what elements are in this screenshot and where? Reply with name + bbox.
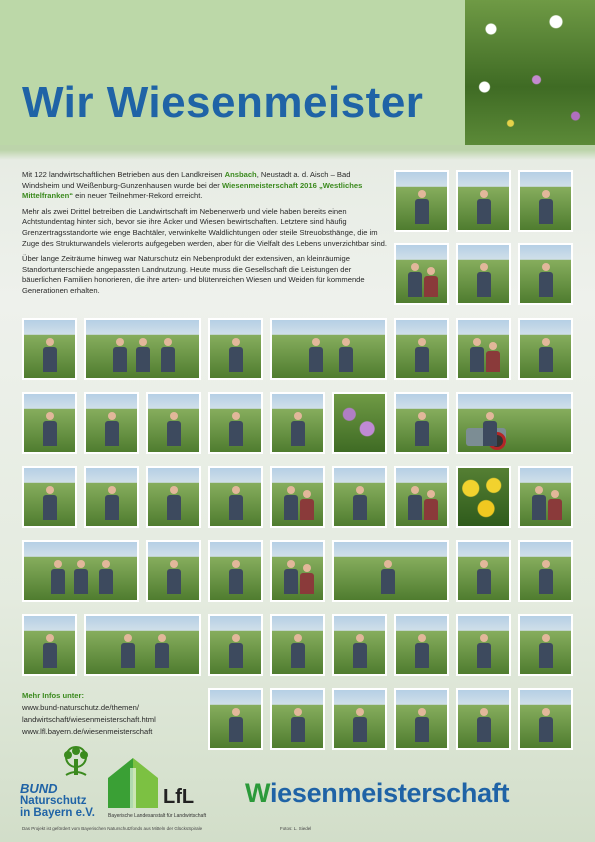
flower-photo xyxy=(456,466,511,528)
farmer-photo xyxy=(394,318,449,380)
farmer-photo xyxy=(84,392,139,454)
farmer-photo xyxy=(456,170,511,232)
bund-link[interactable]: www.bund-naturschutz.de/themen/ xyxy=(22,703,139,712)
farmer-photo xyxy=(208,466,263,528)
farmer-photo xyxy=(456,614,511,676)
tree-icon xyxy=(58,745,94,781)
photo-credit: Fotos: L. Siedel xyxy=(280,826,312,831)
farmer-photo xyxy=(394,614,449,676)
farmer-photo xyxy=(518,540,573,602)
farmer-photo xyxy=(22,318,77,380)
intro-paragraph-1: Mit 122 landwirtschaftlichen Betrieben aus den Landkreisen Ansbach, Neustadt a. d. Aisch – Bad Windsheim und Weißenburg-Gunzenhausen wurde bei der Wiesenmeisterschaft 2016 „Westliches Mittelfranken“ ein neuer Teilnehmer-Rekord erreicht. xyxy=(22,170,363,201)
intro-paragraph-2: Mehr als zwei Drittel betreiben die Landwirtschaft im Nebenerwerb und viele haben bereits einen Achtstundentag hinter sich, bevor sie ihre Äcker und Wiesen bewirtschaften. Letztere sind häufig Grenzertragsstandorte wie enge Bachtäler, verwinkelte Waldlichtungen oder steile Streuobsthänge, die im Zuge des Strukturwandels vielerorts aufgegeben werden, aber für die Vielfalt des Lebens unverzichtbar sind. xyxy=(22,206,387,248)
farmer-photo xyxy=(518,170,573,232)
farmer-photo xyxy=(394,466,449,528)
farmer-photo xyxy=(84,318,201,380)
farmer-photo xyxy=(332,540,449,602)
page-title: Wir Wiesenmeister xyxy=(22,78,424,127)
more-info xyxy=(22,690,156,738)
intro-paragraph-3: Über lange Zeiträume hinweg war Naturschutz ein Nebenprodukt der extensiven, an kleinräumige Standortunterschiede angepassten Landnutzung. Heute muss die Gesellschaft die Leistungen der bäuerlichen Familien honorieren, die ihre arten- und blütenreichen Wiesen und Weiden für kommende Generationen erhalten. xyxy=(22,254,365,295)
wiesenmeisterschaft-logo: Wiesenmeisterschaft xyxy=(245,778,510,808)
farmer-photo xyxy=(208,614,263,676)
bund-logo: BUND Naturschutz in Bayern e.V. xyxy=(20,745,100,825)
meadow-photo xyxy=(465,0,595,145)
lfl-leaf-icon xyxy=(108,758,158,808)
farmer-photo xyxy=(332,466,387,528)
farmer-photo xyxy=(332,614,387,676)
intro-text xyxy=(22,170,390,302)
farmer-photo xyxy=(146,466,201,528)
footer-note: Das Projekt ist gefördert vom Bayerischen Naturschutzfonds aus Mitteln der GlücksSpirale xyxy=(22,826,203,831)
farmer-photo xyxy=(518,688,573,750)
farmer-photo xyxy=(146,540,201,602)
farmer-photo xyxy=(456,318,511,380)
farmer-photo xyxy=(394,688,449,750)
farmer-photo xyxy=(208,392,263,454)
farmer-photo xyxy=(208,540,263,602)
bund-link-cont[interactable]: landwirtschaft/wiesenmeisterschaft.html xyxy=(22,715,156,724)
farmer-photo xyxy=(270,688,325,750)
farmer-photo xyxy=(518,243,573,305)
lfl-link[interactable]: www.lfl.bayern.de/wiesenmeisterschaft xyxy=(22,727,153,736)
farmer-photo xyxy=(394,243,449,305)
farmer-photo xyxy=(270,540,325,602)
farmer-photo xyxy=(518,466,573,528)
farmer-photo xyxy=(22,540,139,602)
farmer-photo xyxy=(270,466,325,528)
farmer-photo xyxy=(22,614,77,676)
farmer-photo xyxy=(208,688,263,750)
farmer-photo xyxy=(456,540,511,602)
farmer-photo xyxy=(22,466,77,528)
farmer-photo xyxy=(84,466,139,528)
farmer-photo xyxy=(518,318,573,380)
farmer-photo xyxy=(84,614,201,676)
flower-photo xyxy=(332,392,387,454)
farmer-photo xyxy=(208,318,263,380)
farmer-photo xyxy=(270,392,325,454)
farmer-photo xyxy=(22,392,77,454)
farmer-photo xyxy=(518,614,573,676)
farmer-photo xyxy=(394,170,449,232)
farmer-photo xyxy=(394,392,449,454)
farmer-photo xyxy=(270,614,325,676)
lfl-logo: LfL Bayerische Landesanstalt für Landwirtschaft xyxy=(108,758,258,818)
tractor-photo xyxy=(456,392,573,454)
farmer-photo xyxy=(146,392,201,454)
farmer-photo xyxy=(332,688,387,750)
farmer-photo xyxy=(456,243,511,305)
farmer-photo xyxy=(270,318,387,380)
farmer-photo xyxy=(456,688,511,750)
more-info-label: Mehr Infos unter: xyxy=(22,691,85,700)
